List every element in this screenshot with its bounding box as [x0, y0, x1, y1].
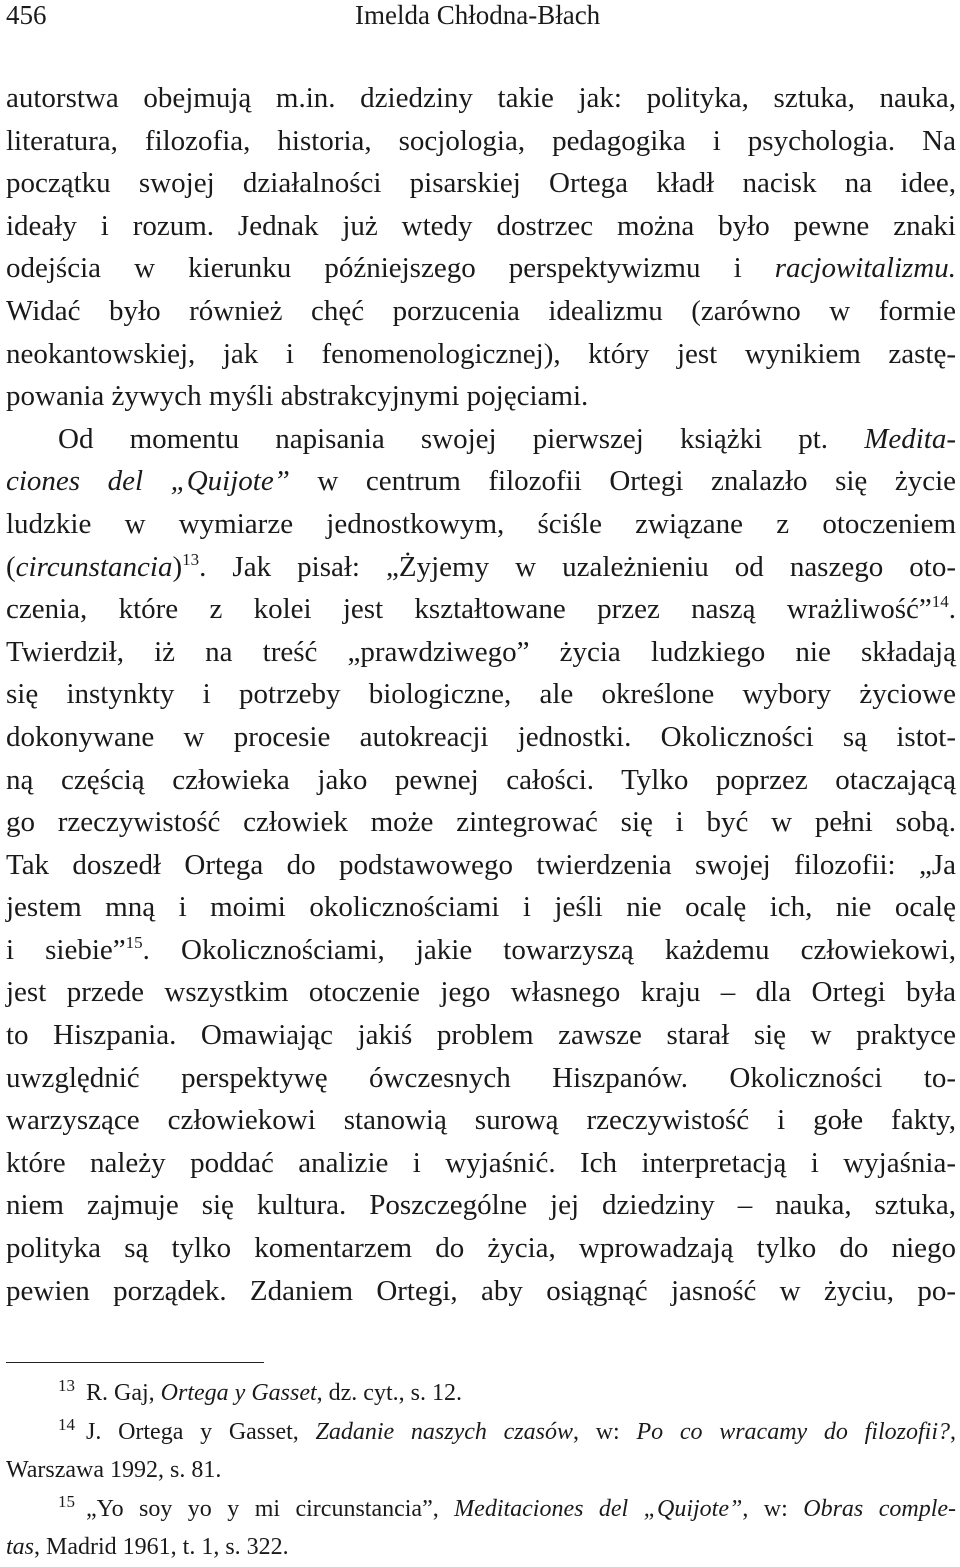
footnote-15-continued: tas, Madrid 1961, t. 1, s. 322. — [6, 1534, 289, 1560]
book-title: ciones del „Quijote” — [6, 465, 290, 498]
text-line: ciones del „Quijote” w centrum filozofii Ortegi znalazło się życie — [6, 465, 956, 498]
text-line: ideały i rozum. Jednak już wtedy dostrzec można było pewne znaki — [6, 209, 956, 242]
text-line: które należy poddać analizie i wyjaśnić. Ich interpretacją i wyjaśnia- — [6, 1146, 956, 1179]
footnote-number: 13 — [58, 1376, 75, 1395]
text-line: autorstwa obejmują m.in. dziedziny takie jak: polityka, sztuka, nauka, — [6, 82, 956, 114]
footnote-ref: 13 — [182, 549, 200, 569]
book-title: Medita- — [864, 422, 956, 455]
text-line: czenia, które z kolei jest kształtowane przez naszą wrażliwość”$^{14}$. — [6, 592, 956, 626]
text-line: warzyszące człowiekowi stanowią surową rzeczywistość i gołe fakty, — [6, 1104, 956, 1137]
text-line: Tak doszedł Ortega do podstawowego twierdzenia swojej filozofii: „Ja — [6, 848, 956, 881]
text-line: ludzkie w wymiarze jednostkowym, ściśle związane z otoczeniem — [6, 507, 956, 540]
footnote-14-continued: Warszawa 1992, s. 81. — [6, 1457, 222, 1483]
running-head-author: Imelda Chłodna-Błach — [355, 0, 601, 30]
paragraph-end-line: powania żywych myśli abstrakcyjnymi pojęciami. — [6, 380, 589, 413]
italic-term: circunstancia — [15, 550, 173, 583]
text-line: niem zajmuje się kultura. Poszczególne jej dziedziny – nauka, sztuka, — [6, 1189, 956, 1222]
footnote-number: 15 — [58, 1491, 75, 1511]
footnote-13: 13 R. Gaj, Ortega y Gasset, dz. cyt., s. 12. — [58, 1376, 462, 1406]
footnote-15: 15 „Yo soy yo y mi circunstancia”, Meditaciones del „Quijote”, w: Obras comple- — [58, 1491, 957, 1522]
text-line: (circunstancia)$^{13}$. Jak pisał: „Żyjemy w uzależnieniu od naszego oto- — [6, 549, 956, 583]
footnote-ref: 14 — [931, 592, 949, 612]
text-line: to Hiszpania. Omawiając jakiś problem zawsze starał się w praktyce — [6, 1019, 956, 1052]
text-line: się instynkty i potrzeby biologiczne, ale określone wybory życiowe — [6, 678, 956, 711]
footnote-separator — [6, 1362, 264, 1363]
paragraph-start-line: Od momentu napisania swojej pierwszej książki pt. Medita- — [58, 422, 956, 455]
text-line: i siebie”$^{15}$. Okolicznościami, jakie towarzyszą każdemu człowiekowi, — [6, 932, 956, 966]
text-line: Widać było również chęć porzucenia idealizmu (zarówno w formie — [6, 294, 956, 327]
footnote-ref: 15 — [125, 932, 143, 952]
text-line: literatura, filozofia, historia, socjologia, pedagogika i psychologia. Na — [6, 124, 956, 157]
page-header — [0, 0, 960, 38]
text-line: uwzględnić perspektywę ówczesnych Hiszpanów. Okoliczności to- — [6, 1061, 956, 1094]
text-line: neokantowskiej, jak i fenomenologicznej), który jest wynikiem zastę- — [6, 337, 956, 370]
body-text — [6, 77, 956, 1312]
text-line: dokonywane w procesie autokreacji jednostki. Okoliczności są istot- — [6, 720, 956, 753]
page-number: 456 — [6, 0, 47, 30]
footnotes — [6, 1374, 956, 1567]
text-line: polityka są tylko komentarzem do życia, wprowadzają tylko do niego — [6, 1232, 956, 1265]
text-line: ną częścią człowieka jako pewnej całości. Tylko poprzez otaczającą — [6, 763, 956, 796]
footnote-14: 14 J. Ortega y Gasset, Zadanie naszych czasów, w: Po co wracamy do filozofii?, — [58, 1414, 956, 1445]
text-line: jest przede wszystkim otoczenie jego własnego kraju – dla Ortegi była — [6, 976, 956, 1009]
text-line: Twierdził, iż na treść „prawdziwego” życia ludzkiego nie składają — [6, 635, 956, 668]
text-line: pewien porządek. Zdaniem Ortegi, aby osiągnąć jasność w życiu, po- — [6, 1274, 956, 1307]
footnote-number: 14 — [58, 1414, 75, 1434]
italic-term: racjowitalizmu. — [774, 252, 956, 285]
text-line: początku swojej działalności pisarskiej Ortega kładł nacisk na idee, — [6, 167, 956, 200]
text-line: go rzeczywistość człowiek może zintegrować się i być w pełni sobą. — [6, 806, 956, 839]
text-line: odejścia w kierunku późniejszego perspektywizmu i racjowitalizmu. — [6, 252, 956, 285]
text-line: jestem mną i moimi okolicznościami i jeśli nie ocalę ich, nie ocalę — [6, 891, 956, 924]
